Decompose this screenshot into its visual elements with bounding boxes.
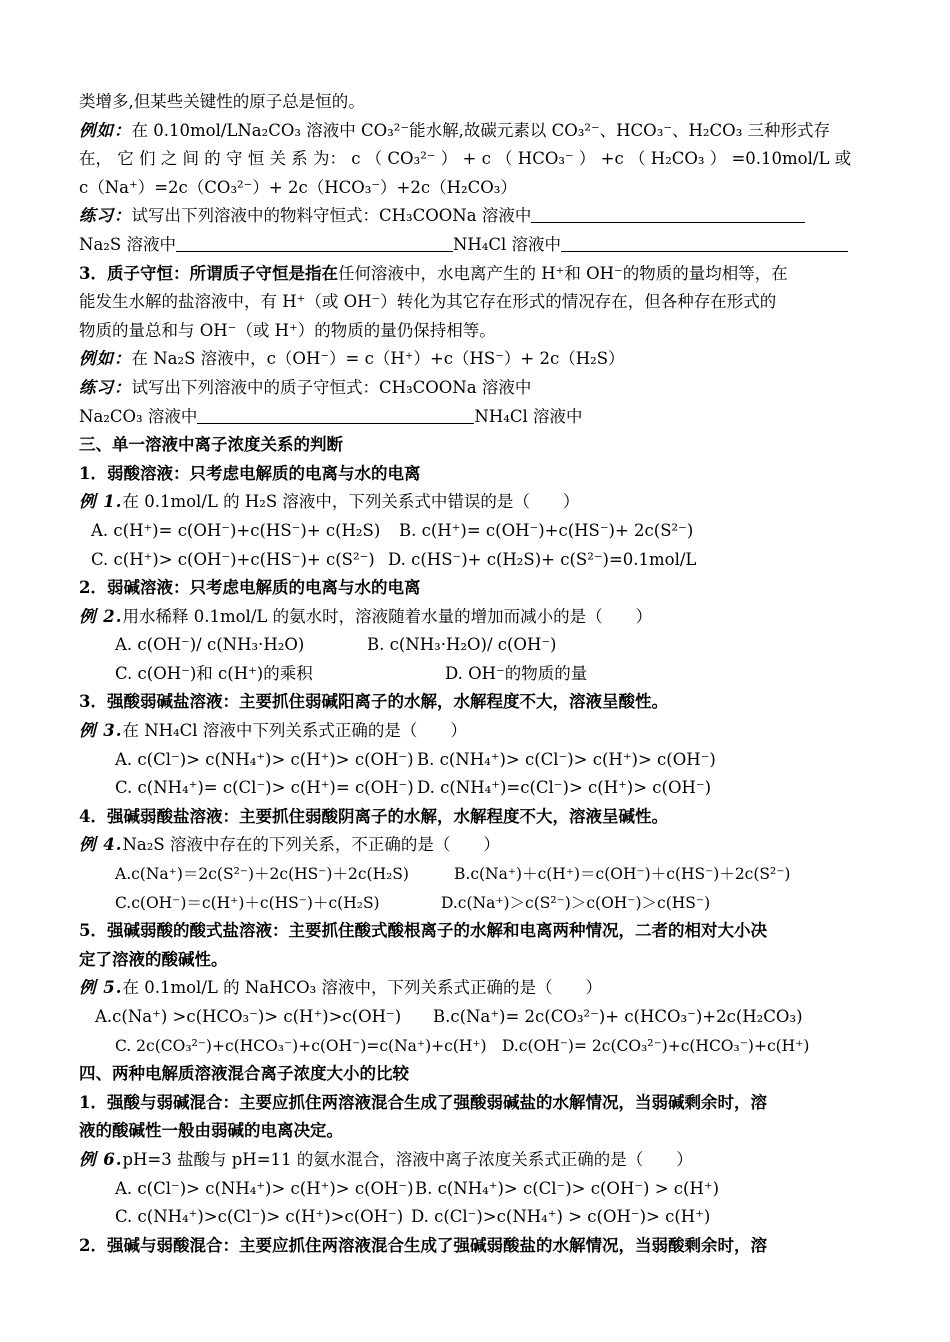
question-label: 例 4. xyxy=(79,835,123,855)
question-text: Na₂S 溶液中存在的下列关系，不正确的是（ ） xyxy=(122,835,500,855)
subsection-heading: 3．强酸弱碱盐溶液：主要抓住弱碱阳离子的水解，水解程度不大，溶液呈酸性。 xyxy=(79,692,668,712)
option-row xyxy=(79,746,873,775)
option-b[interactable]: B. c(NH₃·H₂O)/ c(OH⁻) xyxy=(367,635,557,655)
answer-blank[interactable] xyxy=(561,233,848,252)
question-label: 例 3. xyxy=(79,721,123,741)
exercise-line xyxy=(79,374,873,403)
section-heading: 三、单一溶液中离子浓度关系的判断 xyxy=(79,435,343,455)
document-page xyxy=(79,88,873,1260)
question-line xyxy=(79,603,873,632)
option-a[interactable]: A. c(Cl⁻)> c(NH₄⁺)> c(H⁺)> c(OH⁻) xyxy=(115,1178,414,1198)
option-c[interactable]: C. c(H⁺)> c(OH⁻)+c(HS⁻)+ c(S²⁻) xyxy=(91,549,375,569)
question-label: 例 2. xyxy=(79,606,123,626)
subsection-heading: 4．强碱弱酸盐溶液：主要抓住弱酸阴离子的水解，水解程度不大，溶液呈碱性。 xyxy=(79,806,668,826)
question-line xyxy=(79,1146,873,1175)
option-c[interactable]: C. c(NH₄⁺)= c(Cl⁻)> c(H⁺)= c(OH⁻) xyxy=(115,778,414,798)
option-c[interactable]: C.c(OH⁻)＝c(H⁺)＋c(HS⁻)＋c(H₂S) xyxy=(115,893,380,912)
option-row xyxy=(79,546,873,575)
question-label: 例 6. xyxy=(79,1149,123,1169)
text-line: 物质的量总和与 OH⁻（或 H⁺）的物质的量仍保持相等。 xyxy=(79,320,496,340)
option-b[interactable]: B. c(NH₄⁺)> c(Cl⁻)> c(OH⁻) > c(H⁺) xyxy=(415,1178,720,1198)
subsection-heading: 液的酸碱性一般由弱碱的电离决定。 xyxy=(79,1121,343,1141)
option-b[interactable]: B.c(Na⁺)＋c(H⁺)＝c(OH⁻)＋c(HS⁻)＋2c(S²⁻) xyxy=(454,865,791,884)
question-label: 例 1. xyxy=(79,492,123,512)
subsection-heading: 2．弱碱溶液：只考虑电解质的电离与水的电离 xyxy=(79,578,421,598)
option-a[interactable]: A. c(H⁺)= c(OH⁻)+c(HS⁻)+ c(H₂S) xyxy=(91,520,381,540)
option-a[interactable]: A. c(Cl⁻)> c(NH₄⁺)> c(H⁺)> c(OH⁻) xyxy=(115,749,414,769)
option-d[interactable]: D. c(NH₄⁺)=c(Cl⁻)> c(H⁺)> c(OH⁻) xyxy=(417,778,712,798)
subsection-heading: 2．强碱与弱酸混合：主要应抓住两溶液混合生成了强碱弱酸盐的水解情况，当弱酸剩余时，溶 xyxy=(79,1235,767,1255)
text-line: 在， 它 们 之 间 的 守 恒 关 系 为： c （ CO₃²⁻ ） + c （ HCO₃⁻ ） +c （ H₂CO₃ ） =0.10mol/L 或 xyxy=(79,149,852,169)
option-a[interactable]: A. c(OH⁻)/ c(NH₃·H₂O) xyxy=(115,635,305,655)
exercise-text: 试写出下列溶液中的质子守恒式：CH₃COONa 溶液中 xyxy=(131,377,532,397)
exercise-line xyxy=(79,202,873,231)
exercise-text: Na₂S 溶液中 xyxy=(79,234,176,254)
question-text: 在 0.1mol/L 的 H₂S 溶液中，下列关系式中错误的是（ ） xyxy=(122,492,580,512)
exercise-text: NH₄Cl 溶液中 xyxy=(452,234,562,254)
option-c[interactable]: C. c(OH⁻)和 c(H⁺)的乘积 xyxy=(115,663,313,683)
question-line xyxy=(79,831,873,860)
example-line xyxy=(79,345,873,374)
exercise-label: 练习： xyxy=(79,206,132,226)
option-row xyxy=(79,517,873,546)
question-label: 例 5. xyxy=(79,978,123,998)
option-c[interactable]: C. 2c(CO₃²⁻)+c(HCO₃⁻)+c(OH⁻)=c(Na⁺)+c(H⁺) xyxy=(115,1036,487,1055)
option-d[interactable]: D. c(HS⁻)+ c(H₂S)+ c(S²⁻)=0.1mol/L xyxy=(388,549,697,569)
text: 任何溶液中，水电离产生的 H⁺和 OH⁻的物质的量均相等，在 xyxy=(337,263,788,283)
exercise-label: 练习： xyxy=(79,377,132,397)
subsection-heading: 1．强酸与弱碱混合：主要应抓住两溶液混合生成了强酸弱碱盐的水解情况，当弱碱剩余时，溶 xyxy=(79,1092,767,1112)
option-row xyxy=(79,889,873,918)
option-d[interactable]: D.c(OH⁻)= 2c(CO₃²⁻)+c(HCO₃⁻)+c(H⁺) xyxy=(502,1036,810,1055)
text-line: 能发生水解的盐溶液中，有 H⁺（或 OH⁻）转化为其它存在形式的情况存在，但各种存在形式的 xyxy=(79,292,777,312)
text-line: c（Na⁺）=2c（CO₃²⁻）+ 2c（HCO₃⁻）+2c（H₂CO₃） xyxy=(79,177,517,197)
option-b[interactable]: B. c(NH₄⁺)> c(Cl⁻)> c(H⁺)> c(OH⁻) xyxy=(417,749,716,769)
answer-blank[interactable] xyxy=(176,233,453,252)
question-line xyxy=(79,488,873,517)
option-row xyxy=(79,1003,873,1032)
question-text: 在 0.1mol/L 的 NaHCO₃ 溶液中，下列关系式正确的是（ ） xyxy=(122,978,603,998)
exercise-text: NH₄Cl 溶液中 xyxy=(474,406,583,426)
option-a[interactable]: A.c(Na⁺) >c(HCO₃⁻)> c(H⁺)>c(OH⁻) xyxy=(95,1007,402,1026)
exercise-line xyxy=(79,403,873,432)
text-line xyxy=(79,260,873,289)
question-text: pH=3 盐酸与 pH=11 的氨水混合，溶液中离子浓度关系式正确的是（ ） xyxy=(122,1149,693,1169)
text-line: 类增多,但某些关键性的原子总是恒的。 xyxy=(79,92,365,111)
option-d[interactable]: D.c(Na⁺)＞c(S²⁻)＞c(OH⁻)＞c(HS⁻) xyxy=(441,893,711,912)
subsection-heading: 5．强碱弱酸的酸式盐溶液：主要抓住酸式酸根离子的水解和电离两种情况，二者的相对大小决 xyxy=(79,921,767,941)
exercise-line xyxy=(79,231,873,260)
option-c[interactable]: C. c(NH₄⁺)>c(Cl⁻)> c(H⁺)>c(OH⁻) xyxy=(115,1207,404,1227)
exercise-text: Na₂CO₃ 溶液中 xyxy=(79,406,198,426)
option-row xyxy=(79,1175,873,1204)
answer-blank[interactable] xyxy=(197,405,474,424)
example-text: 在 0.10mol/LNa₂CO₃ 溶液中 CO₃²⁻能水解,故碳元素以 CO₃²⁻、HCO₃⁻、H₂CO₃ 三种形式存 xyxy=(131,120,831,140)
section-heading: 四、两种电解质溶液混合离子浓度大小的比较 xyxy=(79,1064,409,1084)
question-line xyxy=(79,717,873,746)
subsection-heading: 1．弱酸溶液：只考虑电解质的电离与水的电离 xyxy=(79,463,421,483)
option-b[interactable]: B.c(Na⁺)= 2c(CO₃²⁻)+ c(HCO₃⁻)+2c(H₂CO₃) xyxy=(433,1007,803,1026)
answer-blank[interactable] xyxy=(531,204,805,223)
option-row xyxy=(79,1203,873,1232)
option-b[interactable]: B. c(H⁺)= c(OH⁻)+c(HS⁻)+ 2c(S²⁻) xyxy=(399,520,694,540)
example-label: 例如： xyxy=(79,349,132,369)
example-text: 在 Na₂S 溶液中，c（OH⁻）= c（H⁺）+c（HS⁻）+ 2c（H₂S） xyxy=(131,349,625,369)
option-row xyxy=(79,774,873,803)
example-line xyxy=(79,117,873,146)
option-row xyxy=(79,660,873,689)
option-row xyxy=(79,631,873,660)
subsection-heading: 定了溶液的酸碱性。 xyxy=(79,949,228,969)
option-row xyxy=(79,860,873,889)
question-text: 在 NH₄Cl 溶液中下列关系式正确的是（ ） xyxy=(122,721,467,741)
question-text: 用水稀释 0.1mol/L 的氨水时，溶液随着水量的增加而减小的是（ ） xyxy=(122,606,653,626)
option-a[interactable]: A.c(Na⁺)＝2c(S²⁻)＋2c(HS⁻)＋2c(H₂S) xyxy=(115,865,409,884)
exercise-text: 试写出下列溶液中的物料守恒式：CH₃COONa 溶液中 xyxy=(131,206,532,226)
option-d[interactable]: D. c(Cl⁻)>c(NH₄⁺) > c(OH⁻)> c(H⁺) xyxy=(411,1207,711,1227)
option-row xyxy=(79,1032,873,1061)
option-d[interactable]: D. OH⁻的物质的量 xyxy=(445,663,588,683)
question-line xyxy=(79,974,873,1003)
example-label: 例如： xyxy=(79,120,132,140)
section-heading: 3．质子守恒：所谓质子守恒是指在 xyxy=(79,263,338,283)
